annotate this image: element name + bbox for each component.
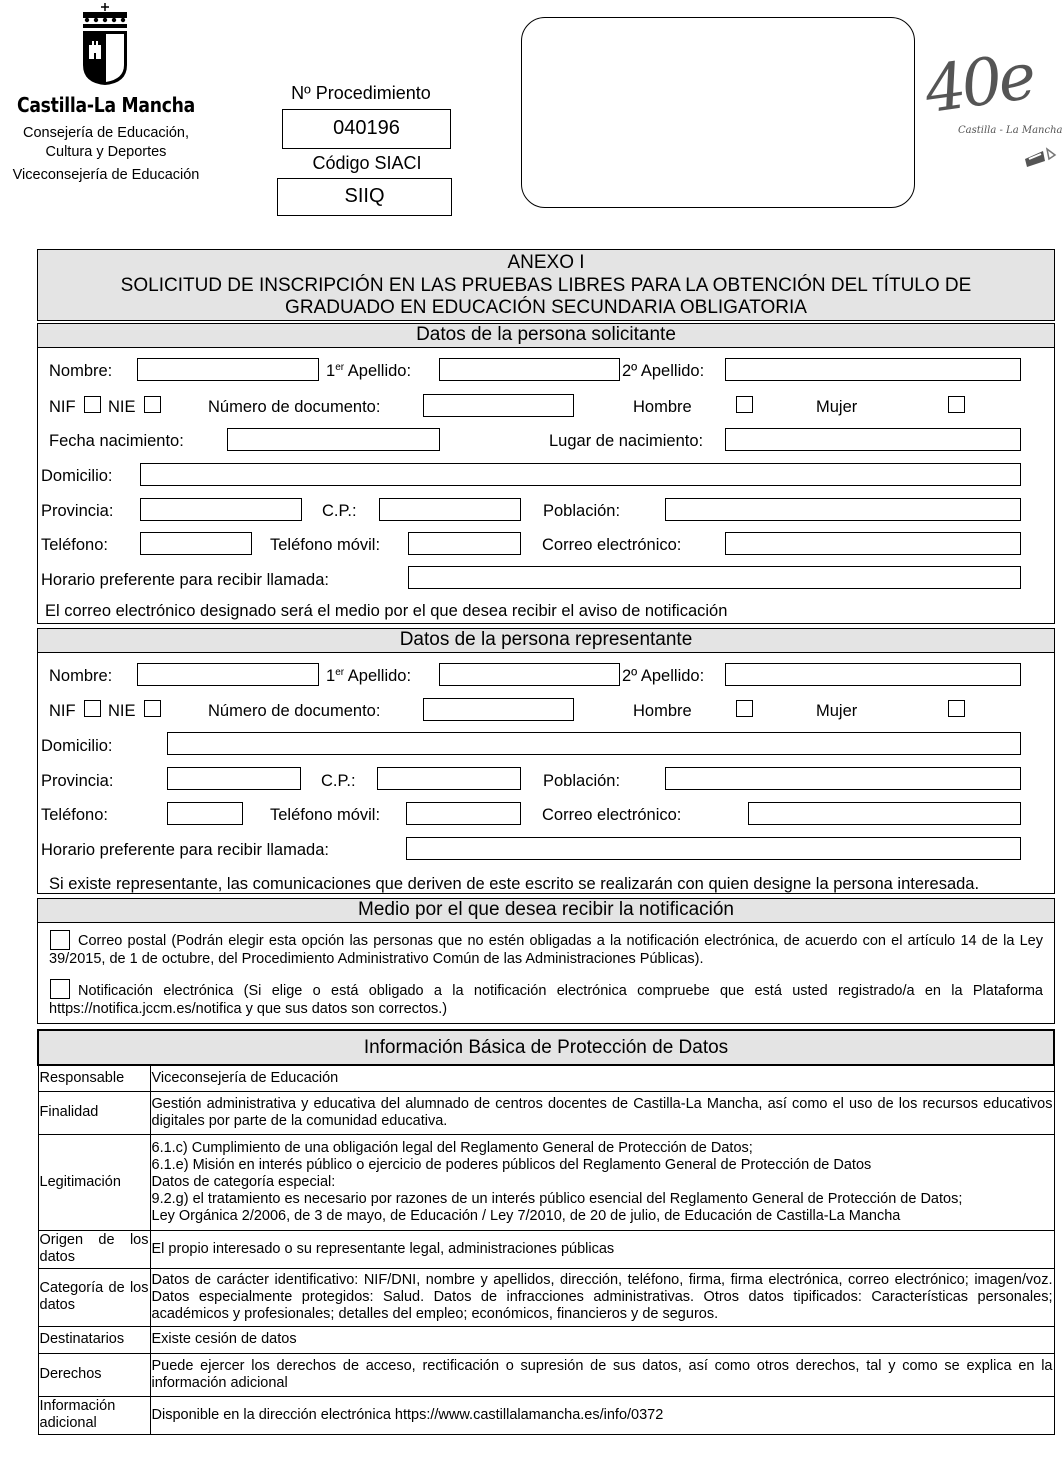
applicant-heading: Datos de la persona solicitante	[38, 324, 1054, 348]
rep-nif-checkbox[interactable]	[84, 700, 101, 717]
rep-apellido1-label: 1er Apellido:	[326, 667, 412, 685]
row-key: Información adicional	[38, 1396, 150, 1434]
rep-domicilio-label: Domicilio:	[41, 737, 113, 755]
data-protection-table	[37, 1029, 1055, 1435]
applicant-telefono-label: Teléfono:	[41, 536, 108, 554]
table-row	[38, 1230, 1054, 1268]
postal-mail-option-text: Correo postal (Podrán elegir esta opción las personas que no estén obligadas a la notificación electrónica, de acuerdo con el artículo 14 de la Ley 39/2015, de 1 de octubre, del Procedimiento Administrativo Común de las Administraciones Públicas).	[49, 933, 1043, 967]
row-key: Origen de los datos	[38, 1230, 150, 1268]
rep-cp-label: C.P.:	[321, 772, 356, 790]
rep-poblacion-field[interactable]	[665, 767, 1021, 790]
table-row	[38, 1134, 1054, 1230]
applicant-domicilio-field[interactable]	[140, 463, 1021, 486]
rep-cp-field[interactable]	[377, 767, 521, 790]
applicant-mujer-label: Mujer	[816, 398, 858, 416]
applicant-correo-field[interactable]	[725, 532, 1021, 555]
row-key: Responsable	[38, 1065, 150, 1091]
representative-heading: Datos de la persona representante	[38, 629, 1054, 653]
row-value: Existe cesión de datos	[150, 1326, 1054, 1353]
rep-nif-label: NIF	[49, 702, 76, 720]
row-value: Disponible en la dirección electrónica https://www.castillalamancha.es/info/0372	[150, 1396, 1054, 1434]
row-value: 6.1.c) Cumplimiento de una obligación legal del Reglamento General de Protección de Datos; 6.1.e) Misión en interés público o ejercicio de poderes públicos del Reglamento General de Protección de Datos Datos de categoría especial: 9.2.g) el tratamiento es necesario por razones de un interés público esencial del Reglamento General de Protección de Datos; Ley Orgánica 2/2006, de 3 de mayo, de Educación / Ley 7/2010, de 20 de julio, de Educación de Castilla-La Mancha	[150, 1134, 1054, 1230]
applicant-nombre-label: Nombre:	[49, 362, 113, 380]
row-key: Derechos	[38, 1353, 150, 1396]
procedure-number-box: 040196	[282, 109, 451, 149]
rep-correo-label: Correo electrónico:	[542, 806, 682, 824]
applicant-domicilio-label: Domicilio:	[41, 467, 113, 485]
rep-apellido2-field[interactable]	[725, 663, 1021, 686]
rep-num-doc-label: Número de documento:	[208, 702, 381, 720]
applicant-cp-label: C.P.:	[322, 502, 357, 520]
applicant-nif-checkbox[interactable]	[84, 396, 101, 413]
rep-apellido1-field[interactable]	[439, 663, 620, 686]
row-key: Finalidad	[38, 1091, 150, 1134]
row-key: Destinatarios	[38, 1326, 150, 1353]
applicant-lugar-nac-field[interactable]	[725, 428, 1021, 451]
applicant-poblacion-field[interactable]	[665, 498, 1021, 521]
row-value: Viceconsejería de Educación	[150, 1065, 1054, 1091]
applicant-provincia-field[interactable]	[140, 498, 302, 521]
row-value: Puede ejercer los derechos de acceso, rectificación o supresión de sus datos, así como otros derechos, tal y como se explica en la información adicional	[150, 1353, 1054, 1396]
registry-stamp-box	[521, 17, 915, 208]
applicant-horario-field[interactable]	[408, 566, 1021, 589]
applicant-correo-label: Correo electrónico:	[542, 536, 682, 554]
rep-telefono-field[interactable]	[167, 802, 243, 825]
table-row	[38, 1091, 1054, 1134]
title-frame	[37, 249, 1055, 321]
applicant-provincia-label: Provincia:	[41, 502, 114, 520]
data-protection-heading: Información Básica de Protección de Datos	[38, 1030, 1054, 1065]
rep-num-doc-field[interactable]	[423, 698, 574, 721]
rep-poblacion-label: Población:	[543, 772, 621, 790]
rep-mujer-checkbox[interactable]	[948, 700, 965, 717]
flag-icon	[1023, 145, 1059, 169]
applicant-fecha-nac-label: Fecha nacimiento:	[49, 432, 184, 450]
table-row	[38, 1396, 1054, 1434]
org-line-1: Consejería de Educación,	[22, 125, 190, 141]
org-line-2: Cultura y Deportes	[45, 144, 167, 160]
rep-correo-field[interactable]	[748, 802, 1021, 825]
electronic-notification-option-text: Notificación electrónica (Si elige o está obligado a la notificación electrónica compruebe que está usted registrado/a en la Plataforma https://notifica.jccm.es/notifica y que sus datos son correctos.)	[49, 983, 1043, 1017]
rep-nie-label: NIE	[108, 702, 136, 720]
procedure-label: Nº Procedimiento	[291, 83, 431, 103]
applicant-num-doc-label: Número de documento:	[208, 398, 381, 416]
table-row	[38, 1268, 1054, 1326]
title-line-1: SOLICITUD DE INSCRIPCIÓN EN LAS PRUEBAS LIBRES PARA LA OBTENCIÓN DEL TÍTULO DE	[120, 275, 972, 296]
row-value: Datos de carácter identificativo: NIF/DNI, nombre y apellidos, dirección, teléfono, firma, firma electrónica, correo electrónico; imagen/voz. Datos especialmente protegidos: Salud. Datos de infracciones administrativas. Otros datos tipificados: Características personales; académicos y profesionales; detalles del empleo; económicos, financieros y de seguros.	[150, 1268, 1054, 1326]
org-name: Castilla-La Mancha	[16, 93, 196, 117]
row-key: Categoría de los datos	[38, 1268, 150, 1326]
rep-mujer-label: Mujer	[816, 702, 858, 720]
applicant-telefono-movil-label: Teléfono móvil:	[270, 536, 381, 554]
rep-nombre-label: Nombre:	[49, 667, 113, 685]
siaci-code-box: SIIQ	[277, 178, 452, 216]
table-row	[38, 1353, 1054, 1396]
applicant-telefono-movil-field[interactable]	[408, 532, 521, 555]
notification-heading: Medio por el que desea recibir la notificación	[38, 899, 1054, 923]
rep-hombre-checkbox[interactable]	[736, 700, 753, 717]
applicant-email-note: El correo electrónico designado será el medio por el que desea recibir el aviso de notificación	[45, 602, 728, 620]
applicant-apellido1-label: 1er Apellido:	[326, 362, 412, 380]
applicant-nie-checkbox[interactable]	[144, 396, 161, 413]
applicant-nie-label: NIE	[108, 398, 136, 416]
rep-horario-field[interactable]	[406, 837, 1021, 860]
rep-telefono-movil-label: Teléfono móvil:	[270, 806, 381, 824]
rep-communications-note: Si existe representante, las comunicaciones que deriven de este escrito se realizarán con quien designe la persona interesada.	[49, 875, 980, 893]
rep-provincia-label: Provincia:	[41, 772, 114, 790]
applicant-lugar-nac-label: Lugar de nacimiento:	[549, 432, 704, 450]
org-line-3: Viceconsejería de Educación	[12, 167, 200, 183]
rep-nombre-field[interactable]	[137, 663, 319, 686]
applicant-hombre-label: Hombre	[633, 398, 692, 416]
row-value: El propio interesado o su representante legal, administraciones públicas	[150, 1230, 1054, 1268]
anniversary-40-logo: 40e Castilla - La Mancha	[925, 55, 1063, 180]
table-row	[38, 1065, 1054, 1091]
rep-provincia-field[interactable]	[167, 767, 301, 790]
rep-apellido2-label: 2º Apellido:	[622, 667, 705, 685]
applicant-nif-label: NIF	[49, 398, 76, 416]
rep-telefono-movil-field[interactable]	[406, 802, 521, 825]
rep-hombre-label: Hombre	[633, 702, 692, 720]
applicant-fecha-nac-field[interactable]	[227, 428, 440, 451]
applicant-nombre-field[interactable]	[137, 358, 319, 381]
rep-horario-label: Horario preferente para recibir llamada:	[41, 841, 329, 859]
applicant-hombre-checkbox[interactable]	[736, 396, 753, 413]
applicant-apellido2-field[interactable]	[725, 358, 1021, 381]
applicant-apellido1-field[interactable]	[439, 358, 620, 381]
applicant-poblacion-label: Población:	[543, 502, 621, 520]
rep-domicilio-field[interactable]	[167, 732, 1021, 755]
applicant-telefono-field[interactable]	[140, 532, 252, 555]
row-key: Legitimación	[38, 1134, 150, 1230]
applicant-mujer-checkbox[interactable]	[948, 396, 965, 413]
data-protection-heading-row	[38, 1030, 1054, 1065]
applicant-cp-field[interactable]	[379, 498, 521, 521]
table-row	[38, 1326, 1054, 1353]
applicant-num-doc-field[interactable]	[423, 394, 574, 417]
rep-telefono-label: Teléfono:	[41, 806, 108, 824]
annex-label: ANEXO I	[507, 252, 585, 273]
row-value: Gestión administrativa y educativa del alumnado de centros docentes de Castilla-La Mancha, así como el uso de los recursos educativos digitales por parte de la comunidad educativa.	[150, 1091, 1054, 1134]
applicant-apellido2-label: 2º Apellido:	[622, 362, 705, 380]
applicant-horario-label: Horario preferente para recibir llamada:	[41, 571, 329, 589]
rep-nie-checkbox[interactable]	[144, 700, 161, 717]
castilla-la-mancha-crest-logo	[75, 3, 135, 85]
siaci-label: Código SIACI	[312, 153, 422, 173]
title-line-2: GRADUADO EN EDUCACIÓN SECUNDARIA OBLIGATORIA	[285, 297, 807, 318]
